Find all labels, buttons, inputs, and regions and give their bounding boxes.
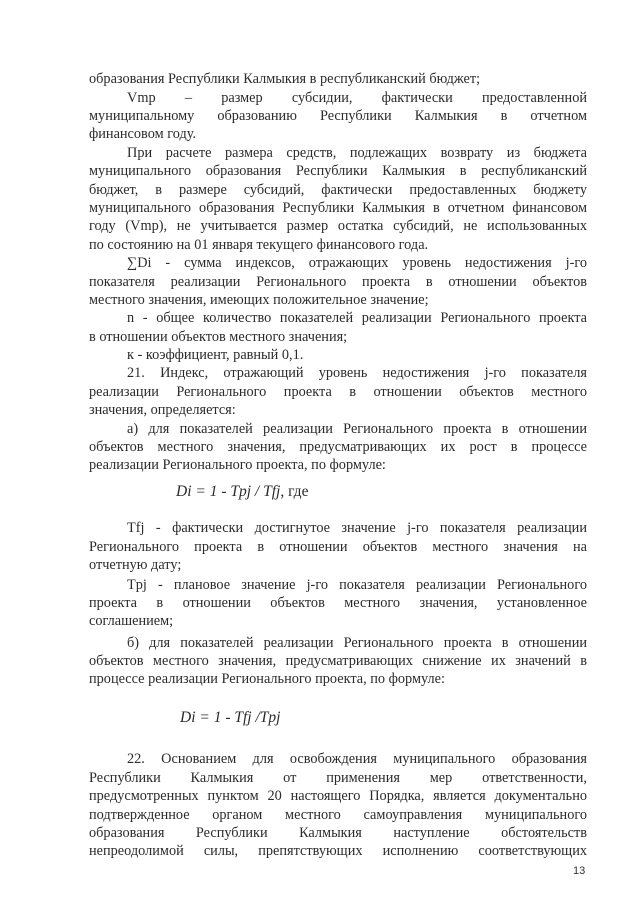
- text-line: показателя реализации Регионального проекта в отношении объектов: [89, 274, 587, 290]
- formula-b-expression: Di = 1 - Tfj /Tpj: [180, 709, 281, 726]
- text-line: в отношении объектов местного значения;: [89, 329, 348, 345]
- text-line: по состоянию на 01 января текущего финансового года.: [89, 237, 429, 253]
- text-line: значения, определяется:: [89, 402, 236, 418]
- text-line: году (Vmp), не учитывается размер остатка субсидий, не использованных: [89, 218, 587, 234]
- text-line: к - коэффициент, равный 0,1.: [127, 347, 304, 363]
- text-line: реализации Регионального проекта в отношении объектов местного: [89, 384, 587, 400]
- text-line: образования Республики Калмыкия в республиканский бюджет;: [89, 71, 481, 87]
- text-line: муниципального образования Республики Калмыкия в отчетном финансовом: [89, 200, 587, 216]
- text-line: непреодолимой силы, препятствующих исполнению соответствующих: [89, 843, 587, 859]
- text-line: муниципальному образованию Республики Калмыкия в отчетном: [89, 108, 587, 124]
- text-line: бюджет, в размере субсидий, фактически предоставленных бюджету: [89, 182, 587, 198]
- text-line: предусмотренных пунктом 20 настоящего Порядка, является документально: [89, 788, 587, 804]
- text-line: процессе реализации Регионального проекта, по формуле:: [89, 671, 445, 687]
- text-line: а) для показателей реализации Регионального проекта в отношении: [127, 421, 587, 437]
- formula-b: [180, 709, 280, 727]
- text-line: проекта в отношении объектов местного значения, установленное: [89, 595, 587, 611]
- text-line: муниципального образования Республики Калмыкия в республиканский: [89, 163, 587, 179]
- text-line: отчетную дату;: [89, 557, 182, 573]
- text-line: n - общее количество показателей реализации Регионального проекта: [127, 310, 587, 326]
- text-line: 22. Основанием для освобождения муниципального образования: [127, 751, 587, 767]
- text-line: б) для показателей реализации Регионального проекта в отношении: [127, 635, 587, 651]
- text-line: образования Республики Калмыкия наступление обстоятельств: [89, 825, 587, 841]
- text-line: местного значения, имеющих положительное значение;: [89, 292, 429, 308]
- text-line: Республики Калмыкия от применения мер ответственности,: [89, 770, 587, 786]
- formula-a-expression: Di = 1 - Tpj / Tfj: [176, 483, 281, 500]
- text-line: ∑Di - сумма индексов, отражающих уровень недостижения j-го: [127, 255, 587, 271]
- formula-a-suffix: , где: [280, 483, 309, 500]
- text-line: Tfj - фактически достигнутое значение j-го показателя реализации: [127, 520, 587, 536]
- formula-a: [176, 483, 308, 501]
- page-number: 13: [573, 865, 586, 877]
- text-line: При расчете размера средств, подлежащих возврату из бюджета: [127, 145, 587, 161]
- text-line: реализации Регионального проекта, по формуле:: [89, 457, 386, 473]
- text-line: подтвержденное органом местного самоуправления муниципального: [89, 807, 587, 823]
- text-line: финансовом году.: [89, 126, 197, 142]
- text-line: Регионального проекта в отношении объектов местного значения на: [89, 539, 587, 555]
- text-line: соглашением;: [89, 613, 174, 629]
- text-line: Tpj - плановое значение j-го показателя реализации Регионального: [127, 577, 587, 593]
- text-line: 21. Индекс, отражающий уровень недостижения j-го показателя: [127, 365, 587, 381]
- text-line: объектов местного значения, предусматривающих их рост в процессе: [89, 439, 587, 455]
- text-line: Vmp – размер субсидии, фактически предоставленной: [127, 90, 587, 106]
- text-line: объектов местного значения, предусматривающих снижение их значений в: [89, 653, 587, 669]
